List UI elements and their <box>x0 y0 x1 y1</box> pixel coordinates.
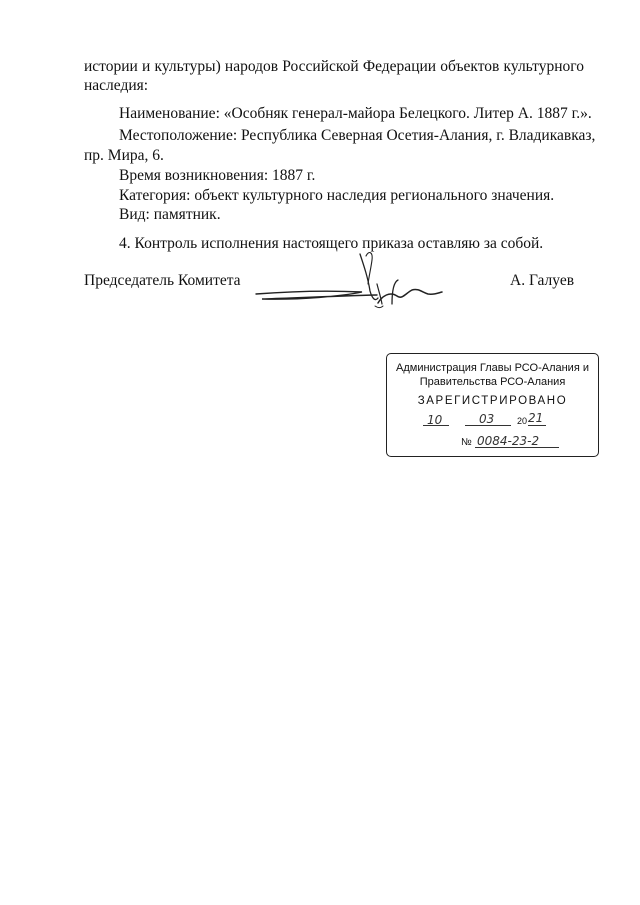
stamp-org-line1: Администрация Главы РСО-Алания и <box>396 362 589 374</box>
paragraph-line: истории и культуры) народов Российской Федерации объектов культурного <box>84 58 584 75</box>
location-line-continued: пр. Мира, 6. <box>84 147 164 164</box>
stamp-number-row <box>461 434 591 452</box>
item-4-line: 4. Контроль исполнения настоящего приказа оставляю за собой. <box>119 235 544 252</box>
registration-stamp <box>386 353 599 457</box>
stamp-day: 10 <box>427 413 443 427</box>
stamp-number: 0084-23-2 <box>477 434 540 448</box>
stamp-year-suffix: 21 <box>528 411 544 425</box>
signatory-name: А. Галуев <box>510 272 575 289</box>
category-line: Категория: объект культурного наследия регионального значения. <box>119 187 555 204</box>
stamp-month: 03 <box>479 412 495 426</box>
type-line: Вид: памятник. <box>119 206 221 223</box>
stamp-org-line2: Правительства РСО-Алания <box>419 376 566 388</box>
location-line: Местоположение: Республика Северная Осетия-Алания, г. Владикавказ, <box>119 127 596 144</box>
date-underline <box>528 425 546 426</box>
name-line: Наименование: «Особняк генерал-майора Белецкого. Литер А. 1887 г.». <box>119 105 592 122</box>
signatory-position: Председатель Комитета <box>84 272 241 289</box>
time-line: Время возникновения: 1887 г. <box>119 167 316 184</box>
paragraph-line: наследия: <box>84 77 149 94</box>
stamp-year-prefix: 20 <box>517 416 528 426</box>
stamp-registered-label: ЗАРЕГИСТРИРОВАНО <box>417 395 568 407</box>
stamp-date <box>417 413 577 431</box>
stamp-number-label: № <box>461 437 472 448</box>
handwritten-signature <box>242 246 452 316</box>
